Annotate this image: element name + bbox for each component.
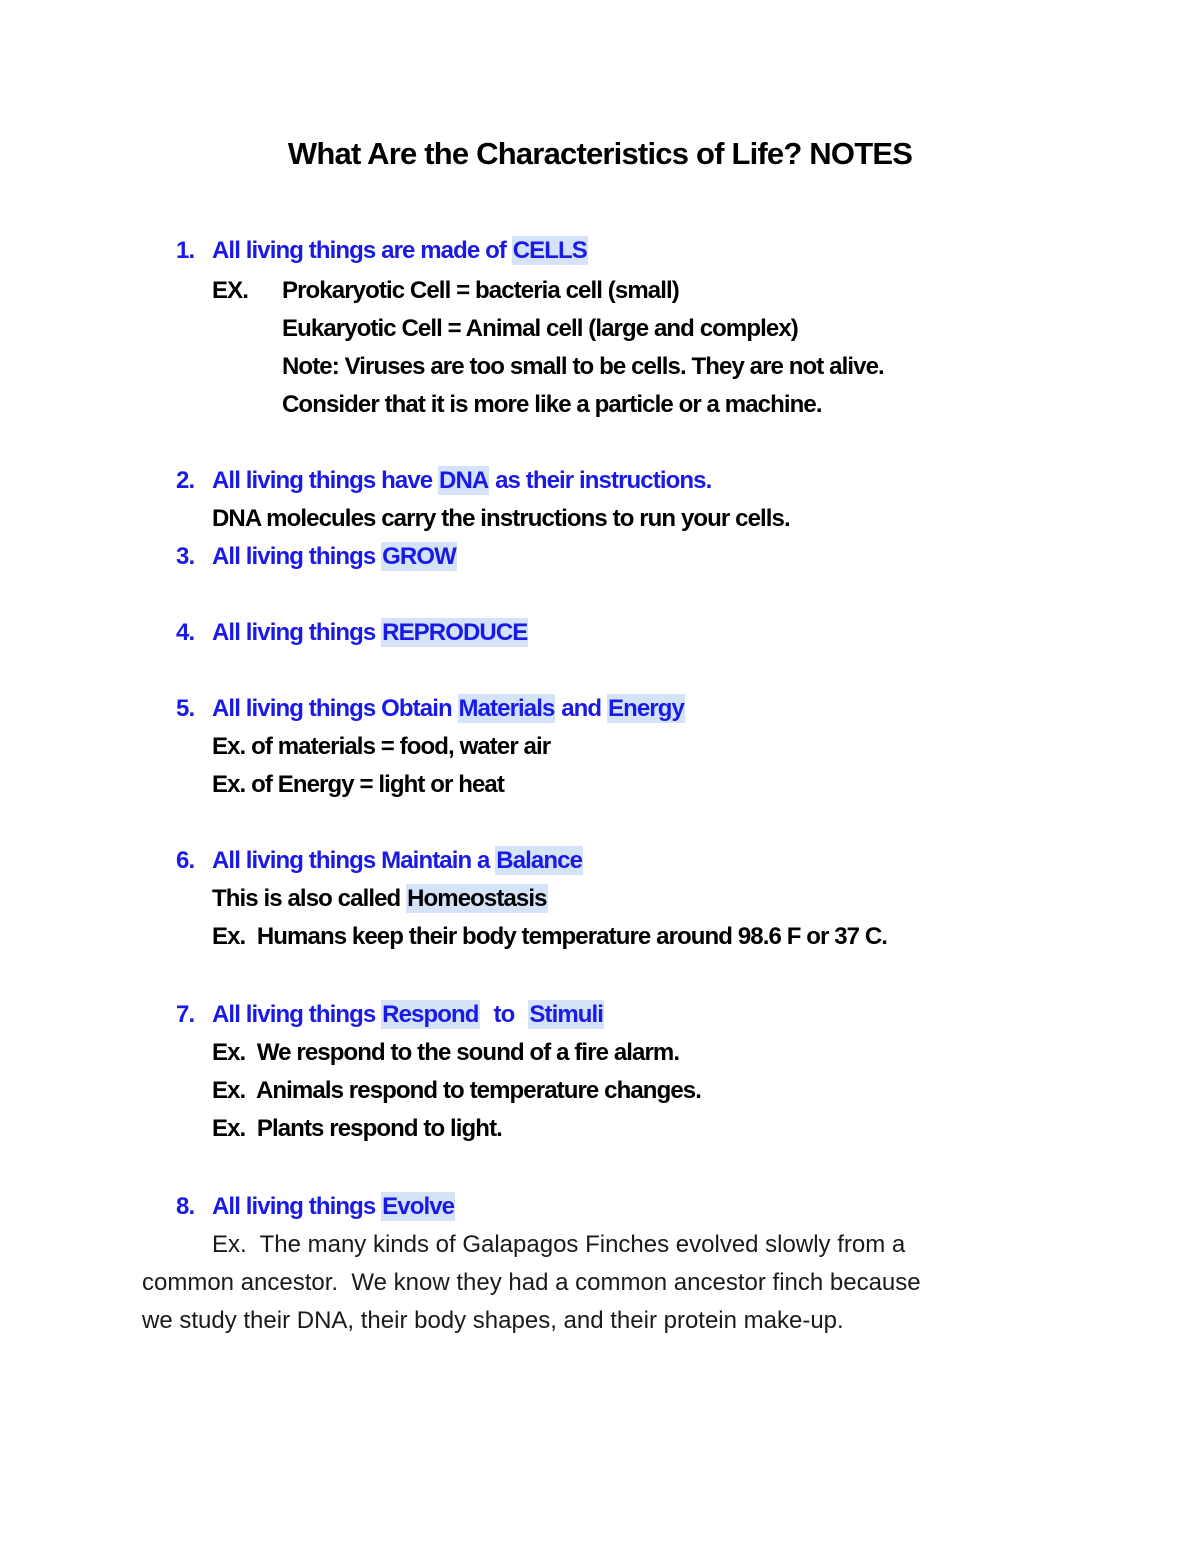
- item-1-detail: Consider that it is more like a particle or a machine.: [282, 391, 822, 418]
- item-text: All living things Maintain a: [212, 847, 496, 874]
- item-highlight: Respond: [382, 1001, 479, 1028]
- item-6-detail: [212, 884, 548, 914]
- item-1-detail: [212, 276, 679, 306]
- item-number: 6.: [176, 847, 195, 874]
- item-highlight: Balance: [496, 847, 583, 874]
- item-highlight: REPRODUCE: [382, 619, 528, 646]
- item-1-detail: Eukaryotic Cell = Animal cell (large and complex): [282, 315, 798, 342]
- item-text-middle: and: [555, 695, 607, 722]
- item-2-detail: DNA molecules carry the instructions to run your cells.: [212, 505, 790, 532]
- item-4-heading: [176, 618, 528, 648]
- item-text: All living things are made of: [212, 237, 512, 264]
- item-number: 4.: [176, 619, 195, 646]
- page-title: What Are the Characteristics of Life? NOTES: [287, 136, 913, 171]
- item-number: 7.: [176, 1001, 195, 1028]
- item-5-heading: [176, 694, 685, 724]
- item-8-paragraph-line: common ancestor. We know they had a common ancestor finch because: [142, 1269, 921, 1296]
- item-number: 1.: [176, 237, 195, 264]
- detail-highlight: Homeostasis: [407, 885, 547, 912]
- item-1-heading: [176, 236, 588, 266]
- item-number: 2.: [176, 467, 195, 494]
- item-8-paragraph-line: we study their DNA, their body shapes, and their protein make-up.: [142, 1307, 844, 1334]
- item-6-detail: Ex. Humans keep their body temperature around 98.6 F or 37 C.: [212, 923, 888, 950]
- detail-text: Prokaryotic Cell = bacteria cell (small): [282, 277, 679, 304]
- item-highlight: CELLS: [512, 237, 587, 264]
- item-text: All living things: [212, 1193, 382, 1220]
- detail-text: This is also called: [212, 885, 407, 912]
- item-text: All living things: [212, 543, 382, 570]
- item-1-detail: Note: Viruses are too small to be cells. They are not alive.: [282, 353, 884, 380]
- item-text-suffix: as their instructions.: [489, 467, 712, 494]
- item-text: All living things: [212, 1001, 382, 1028]
- item-7-detail: Ex. Plants respond to light.: [212, 1115, 502, 1142]
- item-5-detail: Ex. of materials = food, water air: [212, 733, 551, 760]
- item-7-heading: [176, 1000, 604, 1030]
- item-8-paragraph-line: Ex. The many kinds of Galapagos Finches evolved slowly from a: [212, 1231, 906, 1258]
- item-7-detail: Ex. Animals respond to temperature changes.: [212, 1077, 701, 1104]
- item-highlight: Materials: [458, 695, 555, 722]
- item-text: All living things have: [212, 467, 439, 494]
- item-5-detail: Ex. of Energy = light or heat: [212, 771, 504, 798]
- item-3-heading: [176, 542, 457, 572]
- ex-label: EX.: [212, 277, 248, 304]
- item-8-heading: [176, 1192, 455, 1222]
- item-number: 8.: [176, 1193, 195, 1220]
- item-text-middle: to: [493, 1001, 515, 1028]
- item-number: 3.: [176, 543, 195, 570]
- item-number: 5.: [176, 695, 195, 722]
- item-6-heading: [176, 846, 583, 876]
- item-7-detail: Ex. We respond to the sound of a fire alarm.: [212, 1039, 680, 1066]
- item-text: All living things Obtain: [212, 695, 458, 722]
- item-highlight: Evolve: [382, 1193, 455, 1220]
- item-highlight: DNA: [439, 467, 489, 494]
- item-highlight-2: Energy: [607, 695, 684, 722]
- item-text: All living things: [212, 619, 382, 646]
- item-highlight-2: Stimuli: [529, 1001, 604, 1028]
- item-highlight: GROW: [382, 543, 456, 570]
- item-2-heading: [176, 466, 711, 496]
